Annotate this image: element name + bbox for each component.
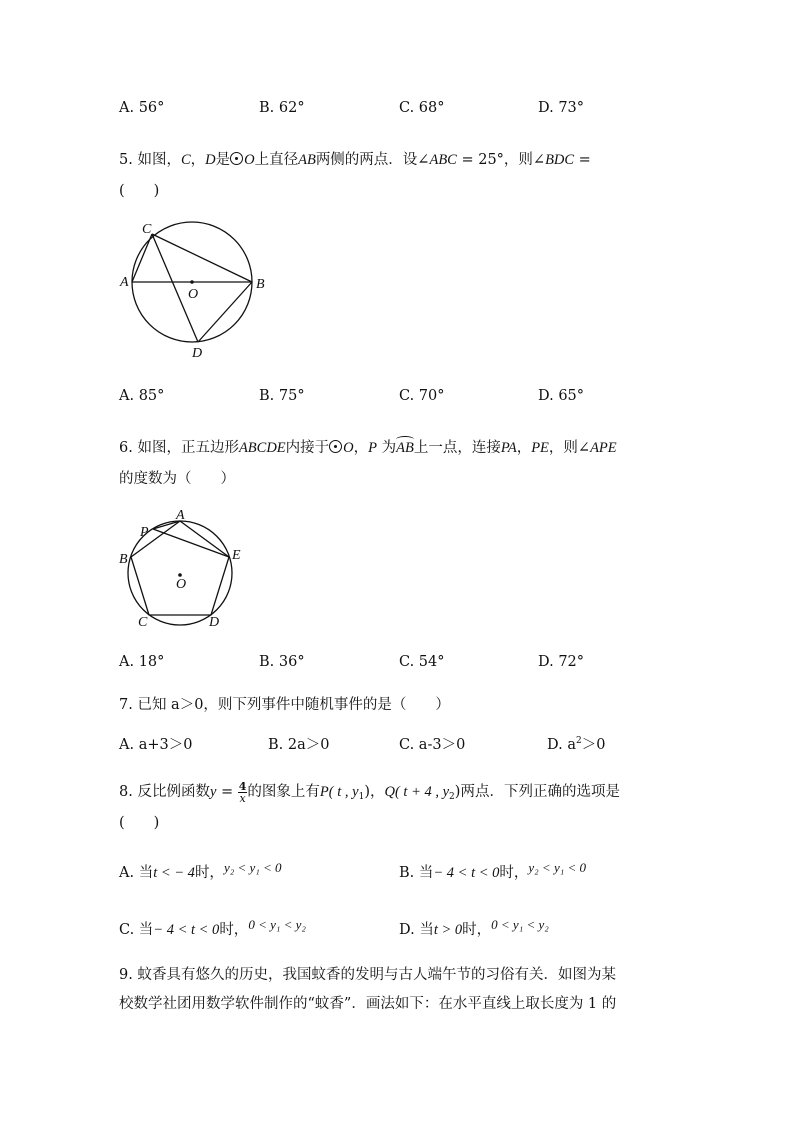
q9-stem-line2: 校数学社团用数学软件制作的“蚊香”．画法如下：在水平直线上取长度为 1 的: [119, 996, 617, 1012]
q7-option-a: A. a+3＞0: [119, 737, 193, 753]
q6-label-d: D: [209, 615, 220, 630]
q5-center-dot: [190, 280, 194, 284]
q6-stem: 6. 如图，正五边形ABCDE内接于 O，P 为AB上一点，连接PA，PE，则∠APE: [119, 440, 617, 456]
q5-chord-cb: [152, 234, 252, 282]
q7-option-b: B. 2a＞0: [268, 737, 330, 753]
q8-option-b: B. 当− 4 < t < 0时，y₂ < y₁ < 0: [399, 860, 587, 881]
arc-symbol: AB: [396, 440, 414, 456]
q9-stem-line1: 9. 蚊香具有悠久的历史，我国蚊香的发明与古人端午节的习俗有关．如图为某: [119, 967, 616, 983]
q8-answer-paren: ( ): [119, 815, 160, 831]
q5-chord-ac: [132, 234, 152, 282]
q5-figure: [110, 215, 280, 365]
q5-option-c: C. 70°: [399, 388, 445, 404]
fraction: $\frac{4}{x}$: [238, 779, 247, 805]
circle-symbol-icon: [329, 440, 342, 453]
q7-stem: 7. 已知 a＞0，则下列事件中随机事件的是（ ）: [119, 697, 450, 713]
q5-label-b: B: [256, 277, 265, 292]
q6-label-p: P: [140, 525, 149, 540]
q6-label-b: B: [119, 552, 128, 567]
q6-label-o: O: [176, 577, 187, 592]
q5-label-d: D: [192, 346, 203, 361]
q4-option-b: B. 62°: [259, 100, 305, 116]
q5-answer-paren: ( ): [119, 183, 160, 199]
q8-option-c: C. 当− 4 < t < 0时，0 < y₁ < y₂: [119, 917, 306, 938]
q6-option-d: D. 72°: [538, 654, 585, 670]
q5-label-a: A: [120, 275, 129, 290]
q5-stem: 5. 如图，C，D是 O上直径AB两侧的两点．设∠ABC = 25°，则∠BDC =: [119, 152, 591, 168]
q5-option-b: B. 75°: [259, 388, 305, 404]
q5-option-a: A. 85°: [119, 388, 165, 404]
q4-option-a: A. 56°: [119, 100, 165, 116]
q6-option-a: A. 18°: [119, 654, 165, 670]
q6-segment-pe: [153, 529, 229, 557]
q5-label-o: O: [188, 287, 199, 302]
q4-option-d: D. 73°: [538, 100, 585, 116]
q4-option-c: C. 68°: [399, 100, 445, 116]
q6-label-c: C: [138, 615, 148, 630]
q8-option-a: A. 当t < − 4时，y₂ < y₁ < 0: [119, 860, 282, 881]
q5-label-c: C: [142, 222, 152, 237]
q7-option-c: C. a-3＞0: [399, 737, 466, 753]
q6-figure: [112, 505, 252, 635]
q8-option-d: D. 当t > 0时，0 < y₁ < y₂: [399, 917, 549, 938]
circle-symbol-icon: [230, 152, 243, 165]
q6-stem-line2: 的度数为（ ）: [119, 471, 235, 487]
q8-stem: 8. 反比例函数y = $\frac{4}{x}$ 的图象上有P( t , $y_1$)，Q( t + 4 , $y_2$)两点．下列正确的选项是: [119, 779, 620, 805]
q6-label-e: E: [232, 548, 241, 563]
q6-option-b: B. 36°: [259, 654, 305, 670]
q5-option-d: D. 65°: [538, 388, 585, 404]
q7-option-d: D. $a^2>0$: [547, 736, 606, 753]
q6-option-c: C. 54°: [399, 654, 445, 670]
q6-label-a: A: [176, 508, 185, 523]
